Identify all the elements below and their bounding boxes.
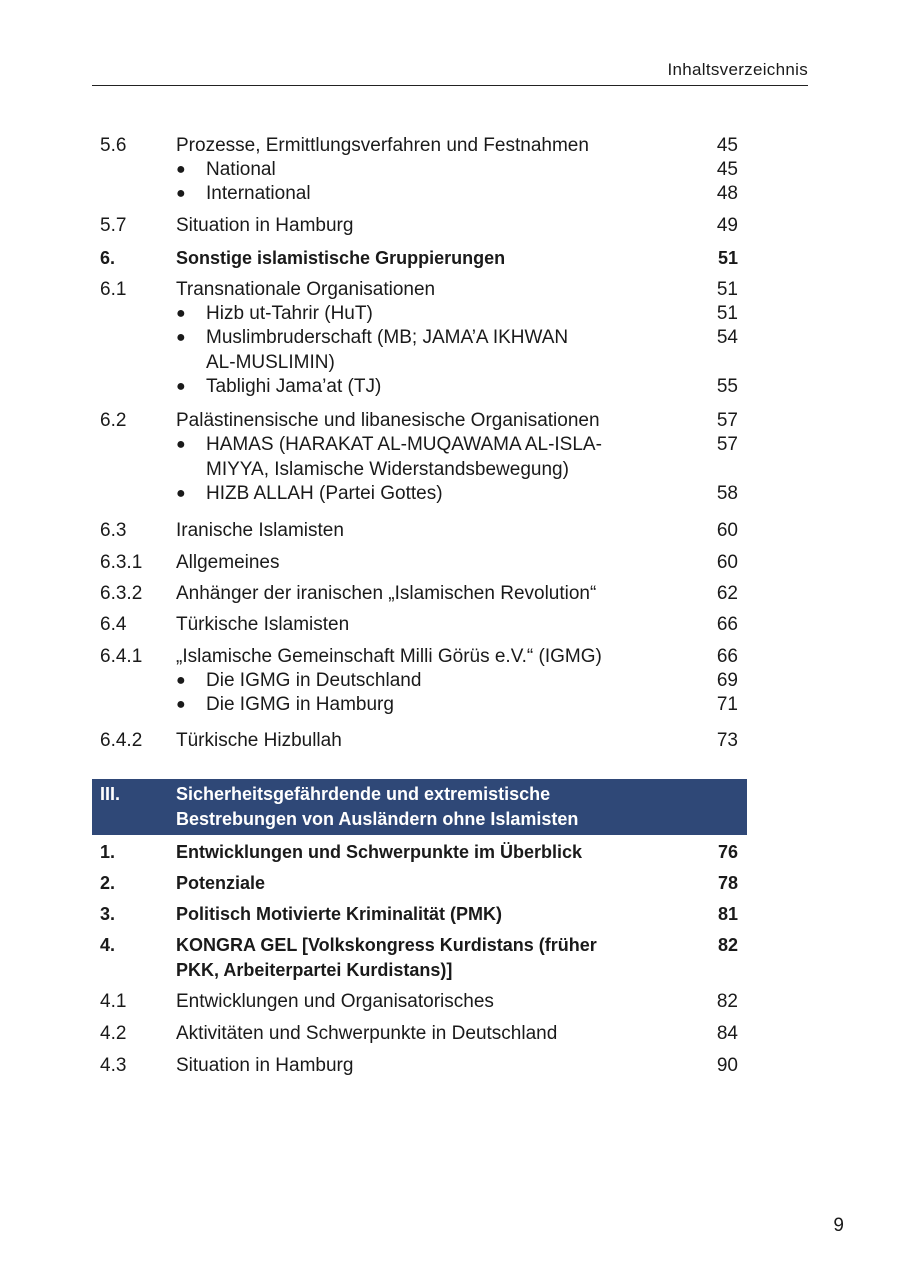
toc-entry-number: 5.7	[100, 215, 127, 236]
toc-entry-number: 4.1	[100, 991, 127, 1012]
toc-entry-title: Muslimbruderschaft (MB; JAMA’A IKHWAN AL-MUSLIMIN)	[206, 327, 569, 373]
toc-entry-page: 90	[716, 1055, 738, 1076]
toc-entry-title: Anhänger der iranischen „Islamischen Revolution“	[176, 583, 597, 604]
toc-entry-page: 51	[716, 279, 738, 300]
toc-entry-title: „Islamische Gemeinschaft Milli Görüs e.V.“ (IGMG)	[176, 646, 602, 667]
toc-entry-title: Situation in Hamburg	[176, 1055, 354, 1076]
toc-entry-number: 6.	[100, 248, 116, 268]
toc-entry-page: 66	[716, 646, 738, 667]
toc-entry-page: 55	[716, 376, 738, 397]
section-heading-band	[92, 779, 747, 835]
toc-entry-page: 57	[716, 410, 738, 431]
page-number: 9	[833, 1215, 844, 1236]
toc-entry-page: 60	[716, 520, 738, 541]
toc-entry-page: 51	[717, 248, 738, 268]
toc-entry-title: Situation in Hamburg	[176, 215, 354, 236]
toc-entry-title: Sonstige islamistische Gruppierungen	[176, 248, 506, 268]
bullet-icon: ●	[176, 305, 186, 322]
bullet-icon: ●	[176, 696, 186, 713]
toc-entry-title: KONGRA GEL [Volkskongress Kurdistans (früher PKK, Arbeiterpartei Kurdistans)]	[176, 935, 597, 980]
bullet-icon: ●	[176, 185, 186, 202]
toc-entry-title: HAMAS (HARAKAT AL-MUQAWAMA AL-ISLA- MIYYA, Islamische Widerstandsbewegung)	[206, 434, 602, 480]
toc-entry-page: 48	[716, 183, 738, 204]
toc-entry-page: 82	[717, 935, 738, 955]
toc-entry-page: 78	[717, 873, 738, 893]
toc-entry-page: 58	[716, 483, 738, 504]
toc-entry-number: 6.4	[100, 614, 127, 635]
toc-entry-page: 62	[716, 583, 738, 604]
toc-entry-title: HIZB ALLAH (Partei Gottes)	[206, 483, 443, 504]
toc-entry-title: Allgemeines	[176, 552, 280, 573]
toc-entry-number: 5.6	[100, 135, 127, 156]
toc-entry-page: 69	[716, 670, 738, 691]
bullet-icon: ●	[176, 161, 186, 178]
toc-entry-page: 73	[716, 730, 738, 751]
toc-entry-number: 6.3.2	[100, 583, 143, 604]
toc-entry-number: 4.	[100, 935, 116, 955]
section-number: III.	[100, 784, 121, 804]
toc-entry-title: Türkische Hizbullah	[176, 730, 342, 751]
toc-entry-title: Hizb ut-Tahrir (HuT)	[206, 303, 373, 324]
toc-entry-title: Türkische Islamisten	[176, 614, 350, 635]
toc-entry-number: 6.4.1	[100, 646, 143, 667]
toc-entry-title: Entwicklungen und Organisatorisches	[176, 991, 494, 1012]
running-header	[92, 60, 808, 86]
toc-entry-number: 2.	[100, 873, 116, 893]
toc-entry-title: Die IGMG in Hamburg	[206, 694, 394, 715]
toc-entry-title: Potenziale	[176, 873, 266, 893]
toc-entry-title: Tablighi Jama’at (TJ)	[206, 376, 382, 397]
bullet-icon: ●	[176, 672, 186, 689]
toc-entry-page: 84	[716, 1023, 738, 1044]
section-title: Sicherheitsgefährdende und extremistische Bestrebungen von Ausländern ohne Islamisten	[176, 784, 579, 829]
toc-entry-title: Prozesse, Ermittlungsverfahren und Festnahmen	[176, 135, 589, 156]
toc-entry-title: Aktivitäten und Schwerpunkte in Deutschland	[176, 1023, 558, 1044]
toc-entry-page: 54	[716, 327, 738, 348]
toc-entry-page: 57	[716, 434, 738, 455]
bullet-icon: ●	[176, 329, 186, 346]
toc-entry-page: 76	[717, 842, 738, 862]
toc-entry-title: Politisch Motivierte Kriminalität (PMK)	[176, 904, 503, 924]
toc-entry-title: Transnationale Organisationen	[176, 279, 436, 300]
toc-entry-title: Palästinensische und libanesische Organisationen	[176, 410, 600, 431]
toc-entry-page: 66	[716, 614, 738, 635]
toc-entry-number: 4.3	[100, 1055, 127, 1076]
toc-entry-number: 6.3.1	[100, 552, 143, 573]
toc-entry-page: 60	[716, 552, 738, 573]
toc-entry-title: Die IGMG in Deutschland	[206, 670, 422, 691]
running-title: Inhaltsverzeichnis	[667, 60, 808, 79]
toc-entry-number: 6.3	[100, 520, 127, 541]
bullet-icon: ●	[176, 436, 186, 453]
toc-entry-page: 45	[716, 159, 738, 180]
toc-entry-page: 49	[716, 215, 738, 236]
toc-entry-title: National	[206, 159, 276, 180]
toc-entry-number: 4.2	[100, 1023, 127, 1044]
bullet-icon: ●	[176, 378, 186, 395]
toc-entry-number: 1.	[100, 842, 116, 862]
bullet-icon: ●	[176, 485, 186, 502]
toc-entry-page: 81	[717, 904, 738, 924]
toc-entry-page: 82	[716, 991, 738, 1012]
toc-entry-title: Iranische Islamisten	[176, 520, 344, 541]
toc-entry-number: 6.4.2	[100, 730, 143, 751]
toc-entry-number: 6.2	[100, 410, 127, 431]
toc-entry-page: 45	[716, 135, 738, 156]
toc-entry-page: 71	[716, 694, 738, 715]
toc-entry-page: 51	[716, 303, 738, 324]
toc-entry-number: 6.1	[100, 279, 127, 300]
toc-entry-number: 3.	[100, 904, 116, 924]
toc-entry-title: Entwicklungen und Schwerpunkte im Überblick	[176, 842, 583, 862]
toc-entry-title: International	[206, 183, 311, 204]
